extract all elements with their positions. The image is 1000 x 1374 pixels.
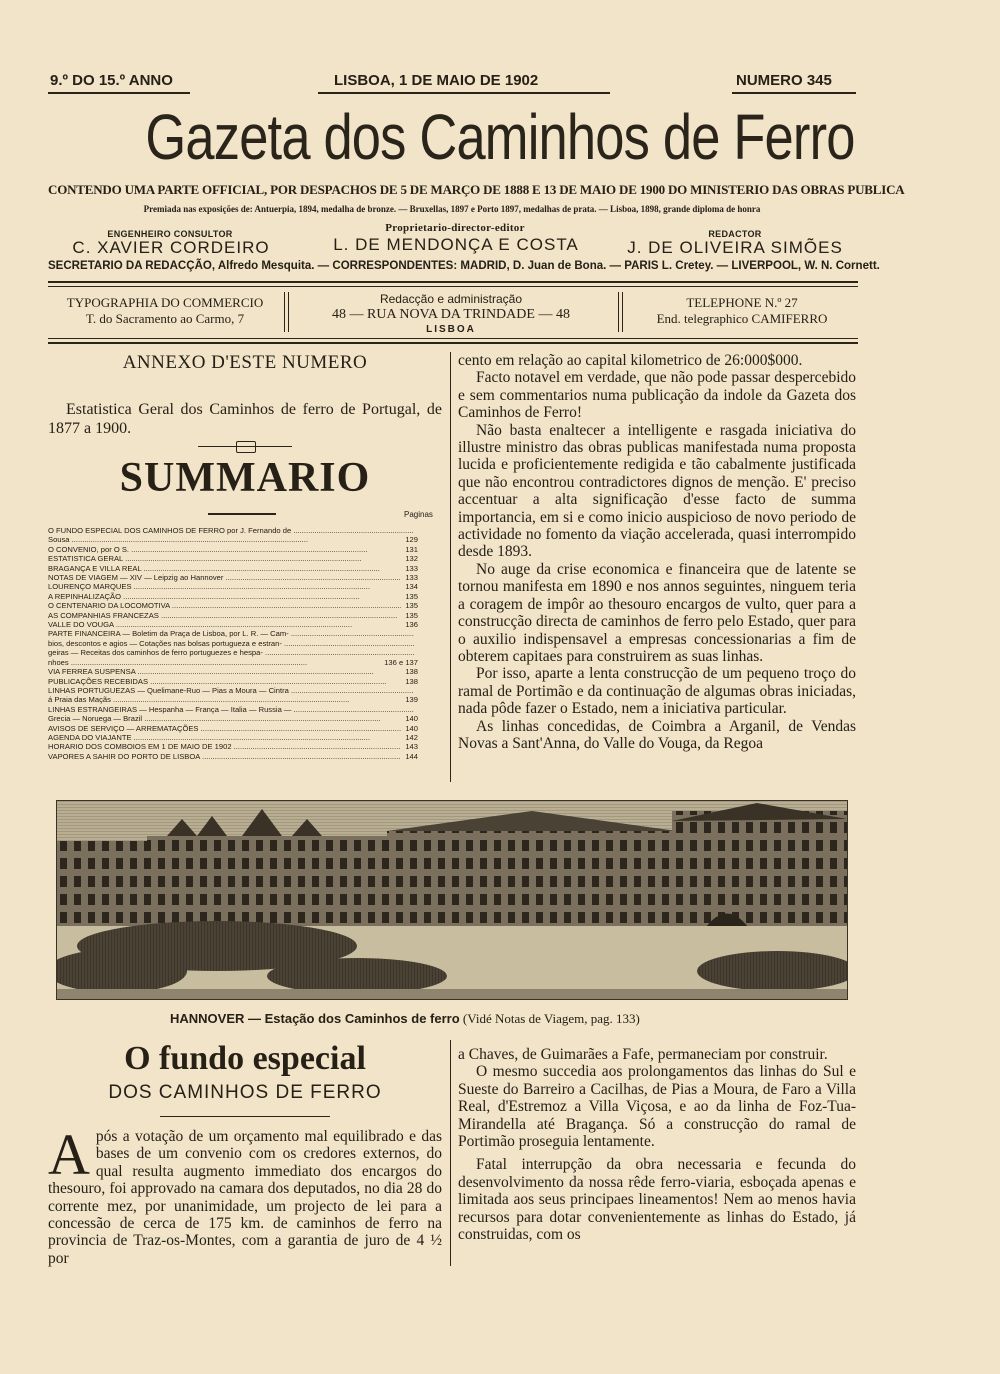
- summary-item-page: 131: [401, 545, 418, 554]
- summary-item: [48, 648, 418, 657]
- summary-item-page: [414, 686, 418, 695]
- paragraph: As linhas concedidas, de Coimbra a Arganil, de Vendas Novas a Sant'Anna, do Valle do Vouga, da Regoa: [458, 717, 856, 752]
- summary-item-title: AVISOS DE SERVIÇO — ARREMATAÇÕES .....: [48, 724, 401, 733]
- summary-item-title: PUBLICAÇÕES RECEBIDAS .....: [48, 677, 386, 686]
- summary-item-page: [414, 648, 418, 657]
- summary-item: [48, 705, 418, 714]
- office-box: [292, 292, 610, 337]
- summary-item: [48, 545, 418, 554]
- summary-item: [48, 573, 418, 582]
- summary-item-title: bios, descontos e agios — Cotações nas bolsas portugueza e estran- .....: [48, 639, 414, 648]
- station-engraving: [57, 801, 847, 999]
- annex-text: [48, 400, 442, 438]
- summary-item-title: á Praia das Maçãs .....: [48, 695, 349, 704]
- illustration-caption: [170, 1011, 870, 1027]
- office-city: LISBOA: [426, 324, 476, 335]
- printer-name: TYPOGRAPHIA DO COMMERCIO: [66, 295, 264, 310]
- summary-item-page: 138: [401, 667, 418, 676]
- hannover-station-illustration: [56, 800, 848, 1000]
- paragraph: Por isso, aparte a lenta construcção de um pequeno troço do ramal de Portimão e da continuação de algumas obras iniciadas, nada pôde fazer o Estado, nem a iniciativa particular.: [458, 665, 856, 718]
- summary-item-page: 140: [401, 724, 418, 733]
- paragraph: O mesmo succedia aos prolongamentos das linhas do Sul e Sueste do Barreiro a Cacilhas, de Pias a Moura, de Faro a Villa Real, d'Estremoz a Villa Viçosa, e ao da linha de Foz-Tua-Mirandella até Bragança. Só a construcção do ramal de Portimão proseguia lentamente.: [458, 1063, 856, 1151]
- summary-item-title: Grecia — Noruega — Brazil .....: [48, 714, 381, 723]
- summary-item-title: NOTAS DE VIAGEM — XIV — Leipzig ao Hannover .....: [48, 573, 401, 582]
- telephone-number: TELEPHONE N.º 27: [686, 295, 798, 310]
- summary-item-title: O FUNDO ESPECIAL DOS CAMINHOS DE FERRO por J. Fernando de .....: [48, 526, 414, 535]
- summary-item-title: LINHAS ESTRANGEIRAS — Hespanha — França — Italia — Russia — .....: [48, 705, 414, 714]
- summary-item: [48, 658, 418, 667]
- awards-line: Premiada nas exposições de: Antuerpia, 1894, medalha de bronze. — Bruxellas, 1897 e Porto 1897, medalhas de prata. — Lisboa, 1898, grande diploma de honra: [143, 204, 761, 214]
- summary-item: [48, 667, 418, 676]
- summary-item: [48, 733, 418, 742]
- summary-item: [48, 582, 418, 591]
- summary-item-page: 140: [401, 714, 418, 723]
- consultor-name: C. XAVIER CORDEIRO: [72, 238, 270, 257]
- paragraph: cento em relação ao capital kilometrico de 26:000$000.: [458, 352, 803, 369]
- summary-item: [48, 752, 418, 761]
- summary-item: [48, 686, 418, 695]
- summary-item-page: 136 e 137: [380, 658, 418, 667]
- summary-item-title: LINHAS PORTUGUEZAS — Quelimane-Ruo — Pias a Moura — Cintra .....: [48, 686, 414, 695]
- article-heading: O fundo especial: [124, 1040, 366, 1077]
- telephone-box: [626, 295, 858, 327]
- issue-label: 9.º DO 15.º ANNO: [50, 72, 173, 89]
- consultor-label: ENGENHEIRO CONSULTOR: [107, 229, 233, 239]
- summary-item-title: BRAGANÇA E VILLA REAL .....: [48, 564, 380, 573]
- summary-item-page: [414, 526, 418, 535]
- summary-item-title: geiras — Receitas dos caminhos de ferro portuguezes e hespa- .....: [48, 648, 414, 657]
- paragraph: a Chaves, de Guimarães a Fafe, permaneciam por construir.: [458, 1046, 828, 1063]
- summary-item-page: 129: [401, 535, 418, 544]
- summary-item-page: [414, 639, 418, 648]
- summary-item: [48, 677, 418, 686]
- summary-item: [48, 629, 418, 638]
- summary-item: [48, 601, 418, 610]
- summary-item-page: 136: [401, 620, 418, 629]
- paragraph: No auge da crise economica e financeira que de latente se tornou manifesta em 1890 e nos annos seguintes, ninguem teria a coragem de impôr ao thesouro encargos de vulto, quer para a construcção directa de caminhos de ferro pelo Estado, quer para o auxilio indispensavel a empresas concessionarias a fim de obterem capitaes para construirem as suas linhas.: [458, 560, 856, 665]
- owner-label: Proprietario-director-editor: [385, 222, 525, 234]
- summary-item-title: ESTATISTICA GERAL .....: [48, 554, 361, 563]
- article-lead-text: pós a votação de um orçamento mal equilibrado e das bases de um convenio com os credores externos, do qual resulta augmento immediato dos encargos do thesouro, foi approvado na camara dos deputados, no dia 28 do corrente mez, por unanimidade, um projecto de lei para a concessão de cerca de 175 km. de caminhos de ferro na provincia de Traz-os-Montes, com a garantia de juro de 4 ½ por: [48, 1128, 442, 1267]
- caption-note: (Vidé Notas de Viagem, pag. 133): [462, 1011, 640, 1026]
- summary-item-page: 135: [401, 601, 418, 610]
- article-subheading: DOS CAMINHOS DE FERRO: [108, 1082, 382, 1103]
- summary-item: [48, 724, 418, 733]
- summary-item: [48, 714, 418, 723]
- summary-list: [48, 526, 418, 761]
- issue-number: NUMERO 345: [736, 72, 832, 89]
- summary-item-title: A REPINHALIZAÇÃO .....: [48, 592, 359, 601]
- summary-item: [48, 639, 418, 648]
- summary-item-title: nhoes .....: [48, 658, 307, 667]
- summary-item-page: 139: [401, 695, 418, 704]
- summary-item-page: [414, 629, 418, 638]
- summary-item-page: 134: [401, 582, 418, 591]
- summary-item-title: AGENDA DO VIAJANTE .....: [48, 733, 370, 742]
- telegraph-address: End. telegraphico CAMIFERRO: [656, 311, 828, 326]
- summary-item-title: Sousa .....: [48, 535, 308, 544]
- issue-date: LISBOA, 1 DE MAIO DE 1902: [334, 72, 539, 89]
- paragraph: Facto notavel em verdade, que não pode passar despercebido e sem commentarios numa publicação da indole da Gazeta dos Caminhos de Ferro!: [458, 369, 856, 422]
- summary-item: [48, 695, 418, 704]
- summary-item: [48, 742, 418, 751]
- summary-item-page: 142: [401, 733, 418, 742]
- paragraph: Fatal interrupção da obra necessaria e fecunda do desenvolvimento da nossa rêde ferro-viaria, esboçada apenas e limitada aos seus principaes lineamentos! Nem ao menos havia recursos para dotar convenientemente as linhas do Estado, já construidas, com os: [458, 1156, 856, 1244]
- summary-item-page: 132: [401, 554, 418, 563]
- summary-item: [48, 611, 418, 620]
- summary-item: [48, 554, 418, 563]
- correspondents-line: SECRETARIO DA REDACÇÃO, Alfredo Mesquita. — CORRESPONDENTES: MADRID, D. Juan de Bona. — PARIS L. Cretey. — LIVERPOOL, W. N. Cornett.: [48, 258, 880, 272]
- office-address: 48 — RUA NOVA DA TRINDADE — 48: [332, 307, 570, 322]
- summary-item-title: VALLE DO VOUGA .....: [48, 620, 352, 629]
- summary-item-page: 138: [401, 677, 418, 686]
- owner-name: L. DE MENDONÇA E COSTA: [333, 235, 579, 254]
- annex-body: Estatistica Geral dos Caminhos de ferro de Portugal, de 1877 a 1900.: [48, 401, 442, 437]
- redactor-name: J. DE OLIVEIRA SIMÕES: [627, 238, 843, 257]
- printer-box: [48, 295, 282, 327]
- article-left-column: [48, 1122, 442, 1267]
- pages-label: Paginas: [404, 510, 433, 519]
- summary-item: [48, 592, 418, 601]
- summary-item-page: [414, 705, 418, 714]
- summary-item-page: 143: [401, 742, 418, 751]
- summary-item-title: VAPORES A SAHIR DO PORTO DE LISBOA .....: [48, 752, 401, 761]
- dropcap-letter: A: [48, 1122, 90, 1187]
- annex-heading: ANNEXO D'ESTE NUMERO: [122, 352, 368, 373]
- summary-item-page: 135: [401, 611, 418, 620]
- caption-title: HANNOVER — Estação dos Caminhos de ferro: [170, 1011, 460, 1026]
- summary-item-page: 133: [401, 573, 418, 582]
- summary-item-title: LOURENÇO MARQUES .....: [48, 582, 370, 591]
- masthead-subtitle: CONTENDO UMA PARTE OFFICIAL, POR DESPACHOS DE 5 DE MARÇO DE 1888 E 13 DE MAIO DE 1900 DO MINISTERIO DAS OBRAS PUBLICA: [48, 182, 905, 197]
- paragraph: Não basta enaltecer a intelligente e rasgada iniciativa do illustre ministro das obras publicas manifestada numa proposta lucida e proficientemente redigida e tão cabalmente justificada que não encontrou contradictores dignos de menção. E' preciso accentuar a alta significação d'esse facto de summa importancia, em si e como inicio auspicioso de novo periodo de actividade no fomento da viação accelerada, quasi interrompido desde 1893.: [458, 421, 856, 561]
- ornament-divider: [48, 440, 442, 454]
- summary-heading: SUMMARIO: [119, 455, 371, 501]
- printer-address: T. do Sacramento ao Carmo, 7: [85, 311, 245, 326]
- summary-item-page: 133: [401, 564, 418, 573]
- summary-item-page: 144: [401, 752, 418, 761]
- summary-item: [48, 535, 418, 544]
- summary-item-title: O CENTENARIO DA LOCOMOTIVA .....: [48, 601, 401, 610]
- summary-item: [48, 564, 418, 573]
- summary-item-title: O CONVENIO, por O S. .....: [48, 545, 367, 554]
- redactor-label: REDACTOR: [708, 229, 762, 239]
- summary-item-page: 135: [401, 592, 418, 601]
- summary-item-title: VIA FERREA SUSPENSA .....: [48, 667, 374, 676]
- summary-item: [48, 620, 418, 629]
- masthead-title: Gazeta dos Caminhos de Ferro: [145, 101, 855, 173]
- summary-item: [48, 526, 418, 535]
- office-label: Redacção e administração: [379, 292, 523, 306]
- right-column-top: [458, 352, 856, 752]
- article-right-column: [458, 1046, 856, 1243]
- summary-item-title: HORARIO DOS COMBOIOS EM 1 DE MAIO DE 1902 .....: [48, 742, 401, 751]
- summary-item-title: PARTE FINANCEIRA — Boletim da Praça de Lisboa, por L. R. — Cam- .....: [48, 629, 414, 638]
- summary-item-title: AS COMPANHIAS FRANCEZAS .....: [48, 611, 397, 620]
